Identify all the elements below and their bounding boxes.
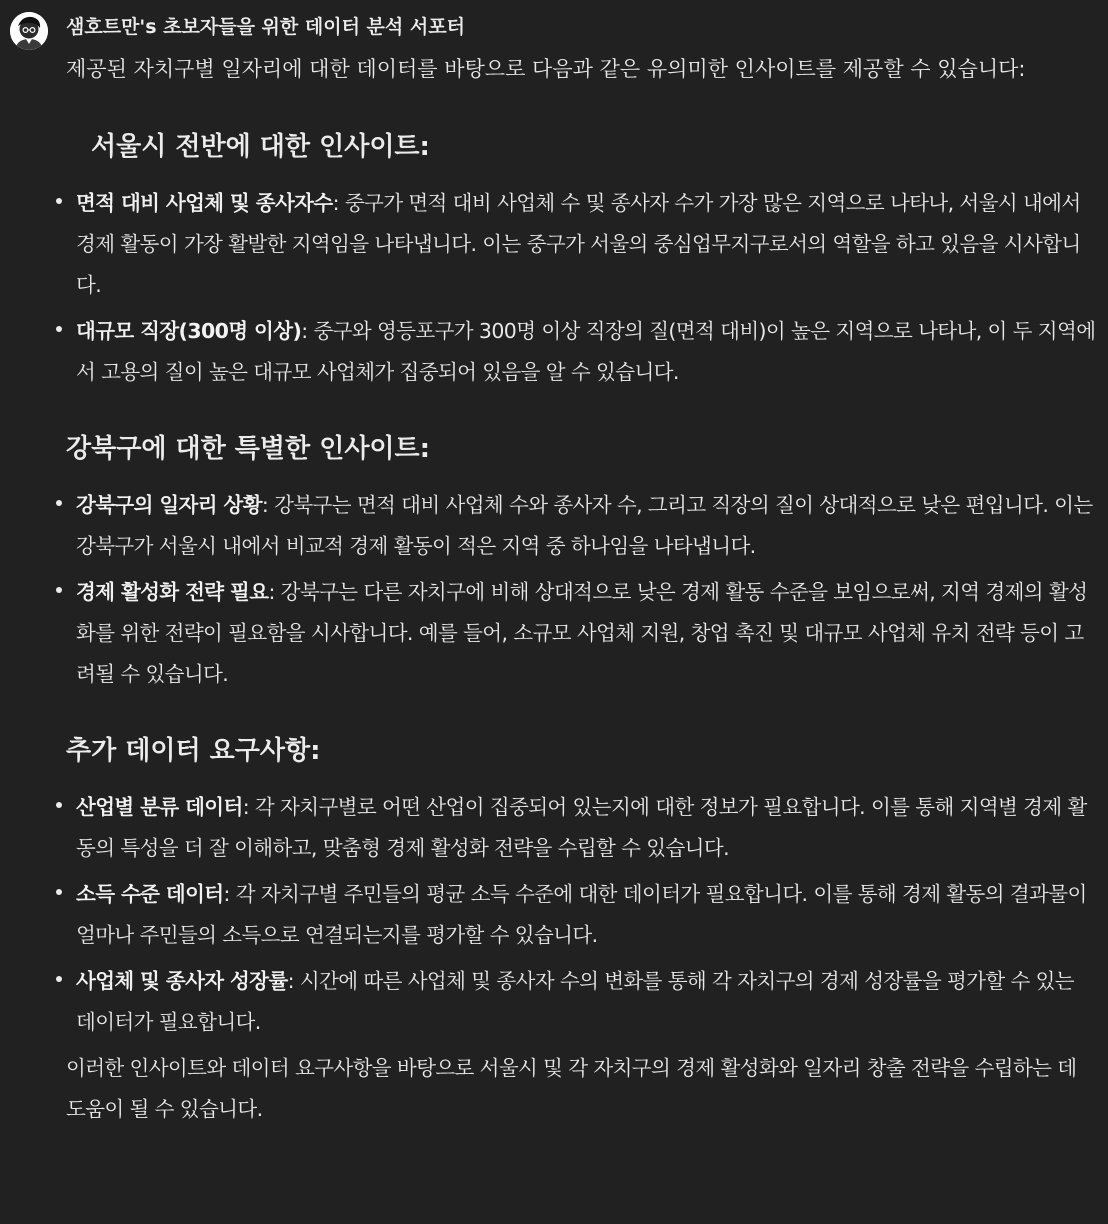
item-text: : 중구가 면적 대비 사업체 수 및 종사자 수가 가장 많은 지역으로 나타나, 서울시 내에서 경제 활동이 가장 활발한 지역임을 나타냅니다. 이는 중구가 서울의 중심업무지구로서의 역할을 하고 있음을 시사합니다. — [76, 191, 1081, 297]
item-title: 소득 수준 데이터 — [76, 882, 224, 906]
item-text: : 중구와 영등포구가 300명 이상 직장의 질(면적 대비)이 높은 지역으로 나타나, 이 두 지역에서 고용의 질이 높은 대규모 사업체가 집중되어 있음을 알 수 있습니다. — [76, 319, 1096, 384]
outro-text: 이러한 인사이트와 데이터 요구사항을 바탕으로 서울시 및 각 자치구의 경제 활성화와 일자리 창출 전략을 수립하는 데 도움이 될 수 있습니다. — [66, 1056, 1077, 1121]
list-item — [66, 572, 1096, 695]
item-text: : 시간에 따른 사업체 및 종사자 수의 변화를 통해 각 자치구의 경제 성장률을 평가할 수 있는 데이터가 필요합니다. — [76, 969, 1074, 1034]
list-item — [66, 874, 1096, 956]
item-text: : 강북구는 면적 대비 사업체 수와 종사자 수, 그리고 직장의 질이 상대적으로 낮은 편입니다. 이는 강북구가 서울시 내에서 비교적 경제 활동이 적은 지역 중 하나임을 나타냅니다. — [76, 493, 1093, 558]
item-text: : 각 자치구별로 어떤 산업이 집중되어 있는지에 대한 정보가 필요합니다. 이를 통해 지역별 경제 활동의 특성을 더 잘 이해하고, 맞춤형 경제 활성화 전략을 수립할 수 있습니다. — [76, 795, 1087, 860]
item-title: 산업별 분류 데이터 — [76, 795, 243, 819]
bullet-list — [66, 485, 1096, 695]
item-text: : 강북구는 다른 자치구에 비해 상대적으로 낮은 경제 활동 수준을 보임으로써, 지역 경제의 활성화를 위한 전략이 필요함을 시사합니다. 예를 들어, 소규모 사업체 지원, 창업 촉진 및 대규모 사업체 유치 전략 등이 고려될 수 있습니다. — [76, 580, 1088, 686]
section-heading: 서울시 전반에 대한 인사이트: — [91, 132, 430, 162]
item-title: 경제 활성화 전략 필요 — [76, 580, 269, 604]
item-title: 면적 대비 사업체 및 종사자수 — [76, 191, 333, 215]
bullet-list — [66, 183, 1096, 393]
list-item — [66, 485, 1096, 567]
item-text: : 각 자치구별 주민들의 평균 소득 수준에 대한 데이터가 필요합니다. 이를 통해 경제 활동의 결과물이 얼마나 주민들의 소득으로 연결되는지를 평가할 수 있습니다. — [76, 882, 1087, 947]
list-item — [66, 311, 1096, 393]
sender-name: 샘호트만's 초보자들을 위한 데이터 분석 서포터 — [66, 16, 465, 38]
item-title: 사업체 및 종사자 성장률 — [76, 969, 288, 993]
message-content — [66, 49, 1096, 1130]
intro-text: 제공된 자치구별 일자리에 대한 데이터를 바탕으로 다음과 같은 유의미한 인사이트를 제공할 수 있습니다: — [66, 57, 1026, 81]
section-heading: 강북구에 대한 특별한 인사이트: — [66, 434, 431, 464]
assistant-avatar-icon — [10, 12, 48, 50]
list-item — [66, 183, 1096, 306]
section-heading: 추가 데이터 요구사항: — [66, 736, 321, 766]
item-title: 강북구의 일자리 상황 — [76, 493, 262, 517]
list-item — [66, 961, 1096, 1043]
item-title: 대규모 직장(300명 이상) — [76, 319, 302, 343]
bullet-list — [66, 787, 1096, 1043]
list-item — [66, 787, 1096, 869]
